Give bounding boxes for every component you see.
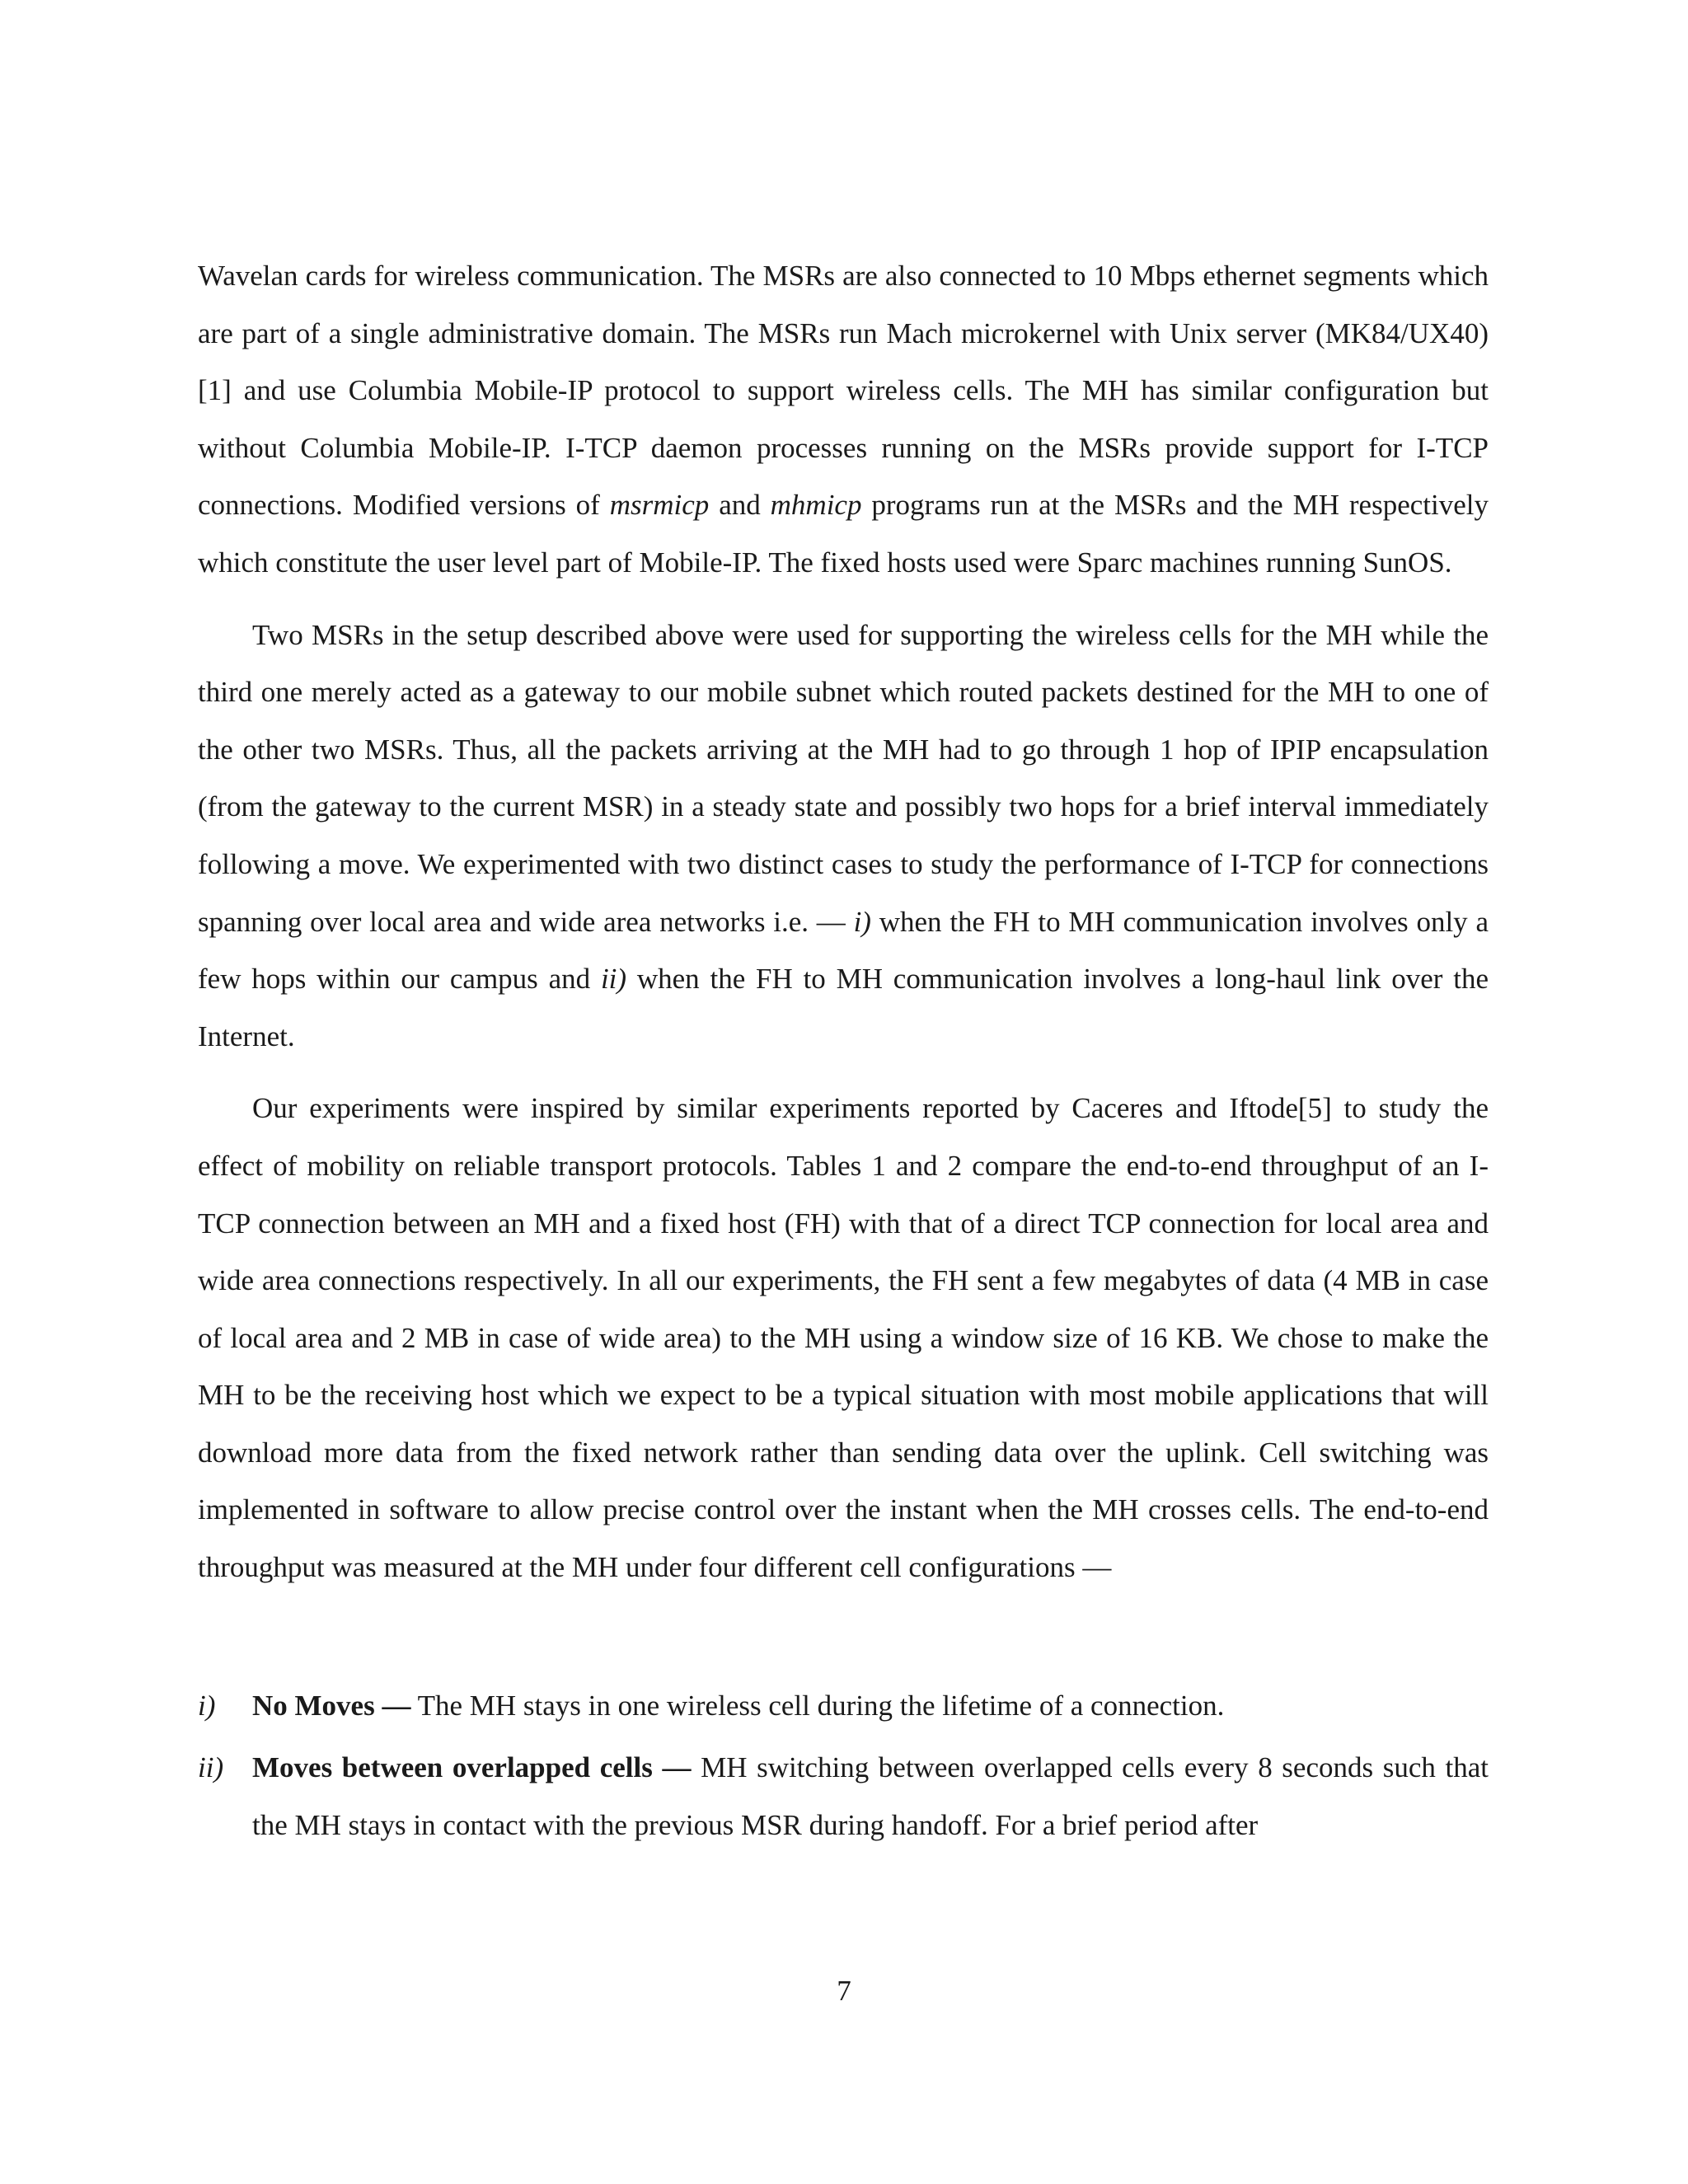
paragraph-2-text-2: when the FH to MH communication involves only a few hops within our campus and [198, 905, 1489, 996]
page-number: 7 [837, 1975, 851, 2007]
case-marker-ii: ii) [600, 963, 627, 996]
list-marker: i) [198, 1689, 216, 1722]
list-item [198, 1739, 1489, 1854]
paragraph-2 [198, 607, 1489, 1066]
paragraph-1-text-3: programs run at the MSRs and the MH respectively which constitute the user level part of Mobile-IP. The fixed hosts used were Sparc machines running SunOS. [198, 489, 1489, 579]
paragraph-3-text-1: Our experiments were inspired by similar experiments reported by Caceres and Iftode[5] to study the effect of mobility on reliable transport protocols. Tables 1 and 2 compare the end-to-end throughput of an I-TCP connection between an MH and a fixed host (FH) with that of a direct TCP connection for local area and wide area connections respectively. In all our experiments, the FH sent a few megabytes of data (4 MB in case of local area and 2 MB in case of wide area) to the MH using a window size of 16 KB. We chose to make the MH to be the receiving host which we expect to be a typical situation with most mobile applications that will download more data from the fixed network rather than sending data over the uplink. Cell switching was implemented in software to allow precise control over the instant when the MH crosses cells. The end-to-end throughput was measured at the MH under four different cell configurations — [198, 1092, 1489, 1584]
list-item [198, 1677, 1489, 1735]
paragraph-2-text-1: Two MSRs in the setup described above were used for supporting the wireless cells for the MH while the third one merely acted as a gateway to our mobile subnet which routed packets destined for the MH to one of the other two MSRs. Thus, all the packets arriving at the MH had to go through 1 hop of IPIP encapsulation (from the gateway to the current MSR) in a steady state and possibly two hops for a brief interval immediately following a move. We experimented with two distinct cases to study the performance of I-TCP for connections spanning over local area and wide area networks i.e. — [198, 618, 1489, 938]
cell-configuration-list [198, 1677, 1489, 1854]
document-body [198, 247, 1489, 1858]
program-name-msrmicp: msrmicp [609, 489, 710, 522]
list-text: MH switching between overlapped cells every 8 seconds such that the MH stays in contact with the previous MSR during handoff. For a brief period after [252, 1751, 1489, 1841]
case-marker-i: i) [853, 905, 871, 938]
paragraph-1 [198, 247, 1489, 592]
paragraph-3 [198, 1080, 1489, 1596]
list-term: No Moves — [252, 1689, 411, 1722]
program-name-mhmicp: mhmicp [770, 489, 862, 522]
paragraph-1-text-2: and [709, 489, 771, 522]
list-marker: ii) [198, 1751, 224, 1784]
paragraph-1-text-1: Wavelan cards for wireless communication. The MSRs are also connected to 10 Mbps ethernet segments which are part of a single administrative domain. The MSRs run Mach microkernel with Unix server (MK84/UX40)[1] and use Columbia Mobile-IP protocol to support wireless cells. The MH has similar configuration but without Columbia Mobile-IP. I-TCP daemon processes running on the MSRs provide support for I-TCP connections. Modified versions of [198, 260, 1489, 522]
list-text: The MH stays in one wireless cell during the lifetime of a connection. [410, 1689, 1225, 1722]
list-term: Moves between overlapped cells — [252, 1751, 692, 1784]
paragraph-2-text-3: when the FH to MH communication involves a long-haul link over the Internet. [198, 963, 1489, 1052]
